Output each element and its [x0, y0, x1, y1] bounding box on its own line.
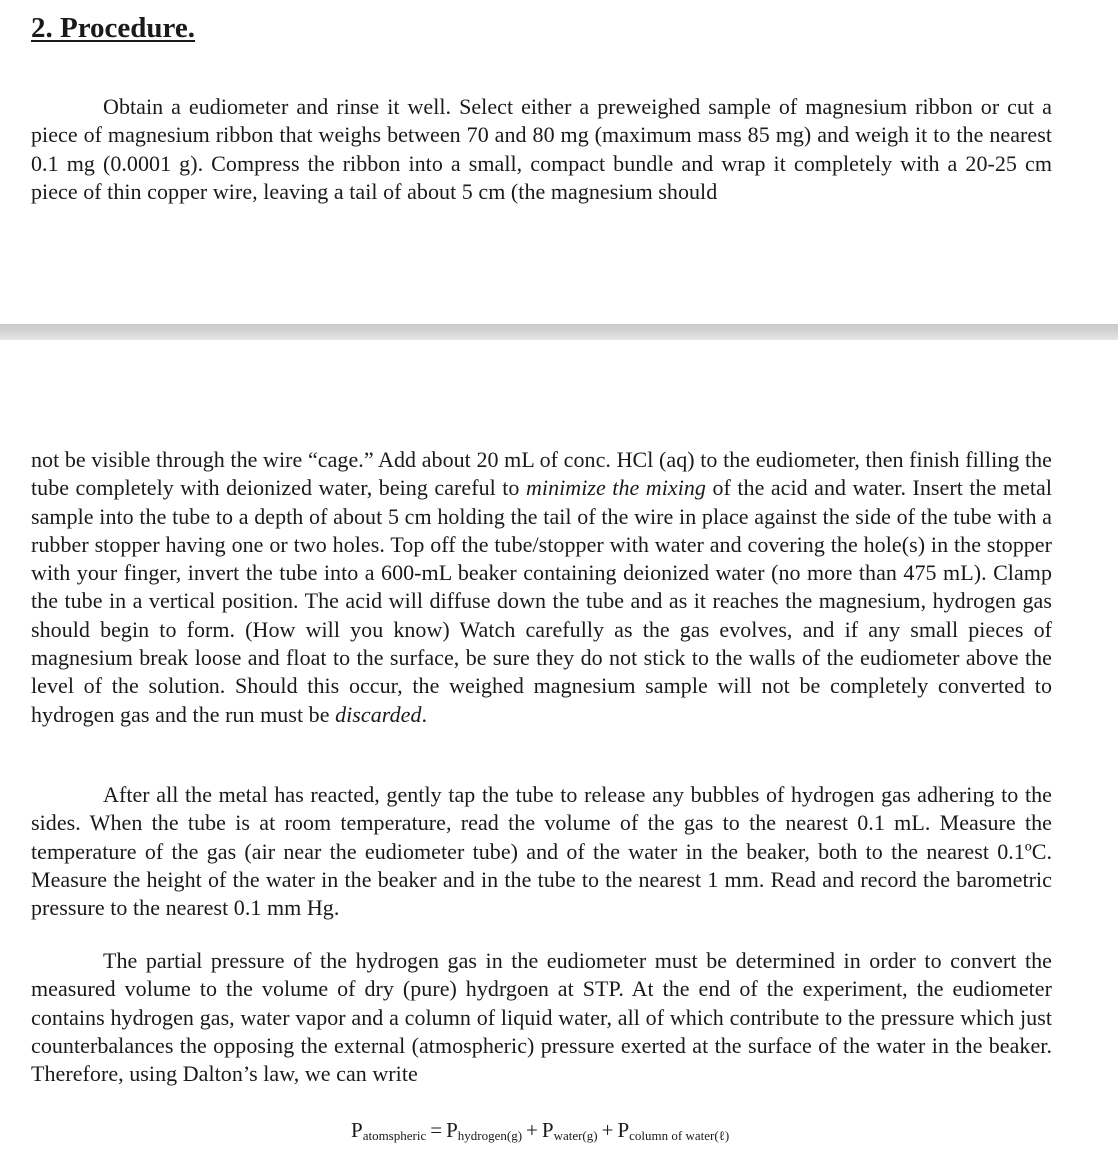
- paragraph-2-emphasis-discarded: discarded: [335, 701, 422, 727]
- pressure-symbol: P: [351, 1118, 363, 1142]
- paragraph-2-text-b: of the acid and water. Insert the metal sample into the tube to a depth of about 5 cm holding the tail of the wire in place against the side of the tube with a rubber stopper having one or two holes. Top off the tube/stopper with water and covering the hole(s) in the stopper with your finger, invert the tube into a 600-mL beaker containing deionized water (no more than 475 mL). Clamp the tube in a vertical position. The acid will diffuse down the tube and as it reaches the magnesium, hydrogen gas should begin to form. (How will you know) Watch carefully as the gas evolves, and if any small pieces of magnesium break loose and float to the surface, be sure they do not stick to the walls of the eudiometer above the level of the solution. Should this occur, the weighed magnesium sample will not be completely converted to hydrogen gas and the run must be: [31, 475, 1052, 727]
- section-heading: 2. Procedure.: [31, 12, 196, 44]
- equals-sign: =: [430, 1118, 443, 1142]
- procedure-paragraph-3: After all the metal has reacted, gently tap the tube to release any bubbles of hydrogen gas adhering to the sides. When the tube is at room temperature, read the volume of the gas to the nearest 0.1 mL. Measure the temperature of the gas (air near the eudiometer tube) and of the water in the beaker, both to the nearest 0.1ºC. Measure the height of the water in the beaker and in the tube to the nearest 1 mm. Read and record the barometric pressure to the nearest 0.1 mm Hg.: [31, 782, 1052, 921]
- procedure-paragraph-2: [31, 446, 1052, 729]
- plus-sign: +: [526, 1118, 538, 1142]
- procedure-paragraph-4: The partial pressure of the hydrogen gas in the eudiometer must be determined in order to convert the measured volume to the volume of dry (pure) hydrgoen at STP. At the end of the experiment, the eudiometer contains hydrogen gas, water vapor and a column of liquid water, all of which contribute to the pressure which just counterbalances the opposing the external (atmospheric) pressure exerted at the surface of the water in the beaker. Therefore, using Dalton’s law, we can write: [31, 948, 1052, 1087]
- daltons-law-equation: [351, 1117, 729, 1149]
- paragraph-2-emphasis-mixing: minimize the mixing: [525, 475, 706, 501]
- page-break-divider: [0, 324, 1118, 340]
- pressure-symbol: P: [617, 1118, 630, 1142]
- water-column-subscript: column of water(ℓ): [629, 1128, 730, 1143]
- lhs-subscript: atomspheric: [362, 1128, 427, 1143]
- pressure-symbol: P: [541, 1118, 554, 1142]
- procedure-paragraph-1: Obtain a eudiometer and rinse it well. Select either a preweighed sample of magnesium ribbon or cut a piece of magnesium ribbon that weighs between 70 and 80 mg (maximum mass 85 mg) and weigh it to the nearest 0.1 mg (0.0001 g). Compress the ribbon into a small, compact bundle and wrap it completely with a 20-25 cm piece of thin copper wire, leaving a tail of about 5 cm (the magnesium should: [31, 94, 1052, 204]
- plus-sign: +: [601, 1118, 614, 1142]
- hydrogen-subscript: hydrogen(g): [457, 1128, 523, 1143]
- paragraph-2-text-a: not be visible through the wire “cage.” Add about 20 mL of conc. HCl (aq) to the eudiometer, then finish filling the tube completely with deionized water, being careful to: [31, 447, 1052, 501]
- paragraph-2-text-c: .: [421, 701, 428, 727]
- water-vapor-subscript: water(g): [553, 1128, 598, 1143]
- pressure-symbol: P: [446, 1118, 458, 1142]
